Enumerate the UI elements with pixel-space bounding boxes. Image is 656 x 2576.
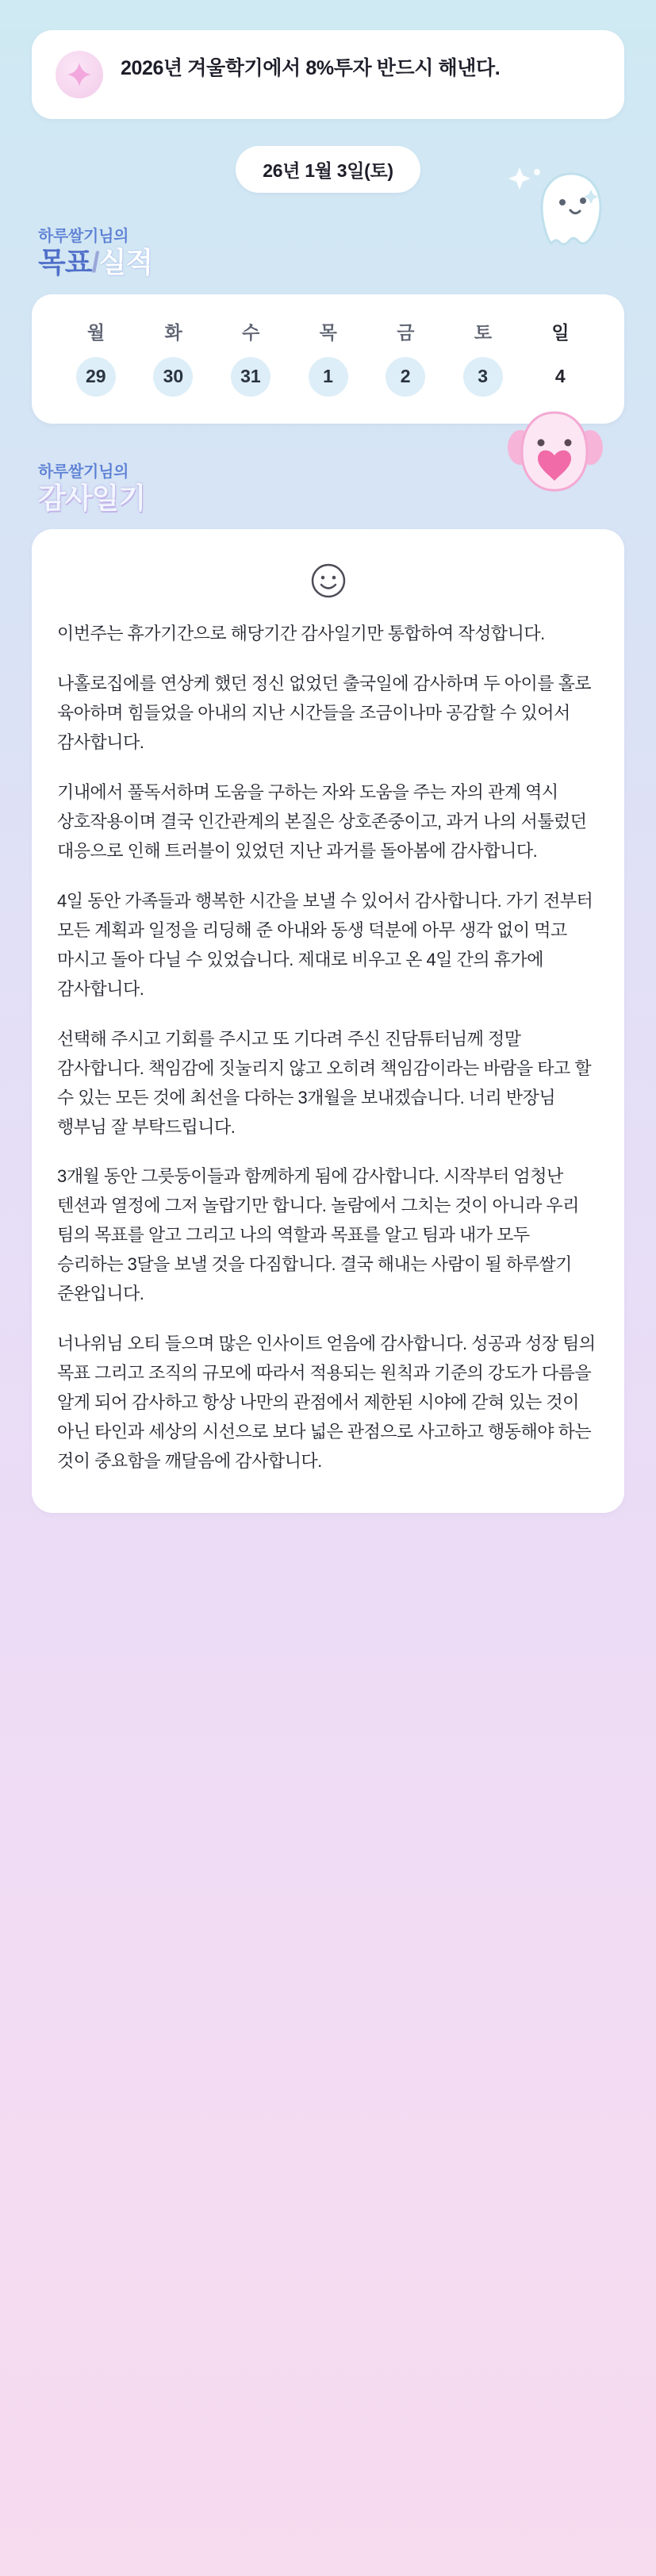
thanks-section-subtitle: 하루쌀기님의 [38,463,129,481]
goal-title-slash: / [91,246,99,278]
sparkle-icon [56,51,103,98]
diary-paragraph: 기내에서 풀독서하며 도움을 구하는 자와 도움을 주는 자의 관계 역시 상호작용이며 결국 인간관계의 본질은 상호존중이고, 과거 나의 서툴렀던 대응으로 인해 트러블이 있었던 지난 과거를 돌아봄에 감사합니다. [57,782,587,861]
diary-paragraph: 4일 동안 가족들과 행복한 시간을 보낼 수 있어서 감사합니다. 가기 전부터 모든 계획과 일정을 리딩해 준 아내와 동생 덕분에 아무 생각 없이 먹고 마시고 돌아 다닐 수 있었습니다. 제대로 비우고 온 4일 간의 휴가에 감사합니다. [57,890,593,999]
day-number-wed[interactable]: 31 [231,357,270,397]
goal-banner-text: 2026년 겨울학기에서 8%투자 반드시 해낸다. [121,57,501,79]
day-name-thu: 목 [319,321,337,343]
day-col-sat[interactable] [444,318,522,397]
day-col-tue[interactable] [135,318,213,397]
app-root [0,30,656,2576]
diary-paragraph: 너나위님 오티 들으며 많은 인사이트 얻음에 감사합니다. 성공과 성장 팀의 목표 그리고 조직의 규모에 따라서 적용되는 원칙과 기준의 강도가 다름을 알게 되어 감사하고 항상 나만의 관점에서 제한된 시야에 갇혀 있는 것이 아닌 타인과 세상의 시선으로 보다 넓은 관점으로 사고하고 행동해야 하는 것이 중요함을 깨달음에 감사합니다. [57,1334,596,1472]
goal-section-title [38,247,624,278]
day-col-fri[interactable] [366,318,444,397]
goal-week-card [32,294,624,424]
day-name-mon: 월 [86,321,105,343]
diary-paragraph: 3개월 동안 그릇둥이들과 함께하게 됨에 감사합니다. 시작부터 엄청난 텐션과 열정에 그저 놀랍기만 합니다. 놀람에서 그치는 것이 아니라 우리 팀의 목표를 알고 그리고 나의 역할과 목표를 알고 팀과 내가 모두 승리하는 3달을 보낼 것을 다짐합니다. 결국 해내는 사람이 될 하루쌀기 준완입니다. [57,1166,579,1304]
goal-section-heading [32,223,624,278]
day-col-sun[interactable] [521,318,599,397]
diary-paragraph: 선택해 주시고 기회를 주시고 또 기다려 주신 진담튜터님께 정말 감사합니다. 책임감에 짓눌리지 않고 오히려 책임감이라는 바람을 타고 할 수 있는 모든 것에 최선을 다하는 3개월을 보내겠습니다. 너리 반장님 행부님 잘 부탁드립니다. [57,1028,592,1137]
day-number-sun[interactable]: 4 [554,366,566,387]
goal-section [32,223,624,424]
day-col-thu[interactable] [290,318,367,397]
thanks-section [32,459,624,1513]
day-col-wed[interactable] [212,318,290,397]
goal-section-subtitle: 하루쌀기님의 [38,228,129,245]
day-number-fri[interactable]: 2 [386,357,425,397]
day-name-sun: 일 [551,321,570,343]
date-pill[interactable]: 26년 1월 3일(토) [236,146,420,193]
goal-title-part1: 목표 [38,246,92,278]
goal-title-part2: 실적 [98,246,153,278]
day-name-tue: 화 [164,321,182,343]
day-number-mon[interactable]: 29 [76,357,116,397]
goal-banner [32,30,624,119]
day-number-thu[interactable]: 1 [309,357,348,397]
day-name-sat: 토 [474,321,492,343]
diary-card [32,529,624,1513]
smiley-face-icon [57,553,599,620]
diary-paragraph: 나홀로집에를 연상케 했던 정신 없었던 출국일에 감사하며 두 아이를 홀로 육아하며 힘들었을 아내의 지난 시간들을 조금이나마 공감할 수 있어서 감사합니다. [57,674,592,753]
diary-body [57,620,599,1476]
thanks-section-heading [32,459,624,514]
day-col-mon[interactable] [57,318,135,397]
day-name-wed: 수 [242,321,259,343]
week-row [46,318,610,397]
diary-paragraph: 이번주는 휴가기간으로 해당기간 감사일기만 통합하여 작성합니다. [57,624,545,644]
day-number-tue[interactable]: 30 [153,357,193,397]
day-name-fri: 금 [397,321,414,343]
thanks-section-title: 감사일기 [38,481,146,514]
day-number-sat[interactable]: 3 [463,357,503,397]
